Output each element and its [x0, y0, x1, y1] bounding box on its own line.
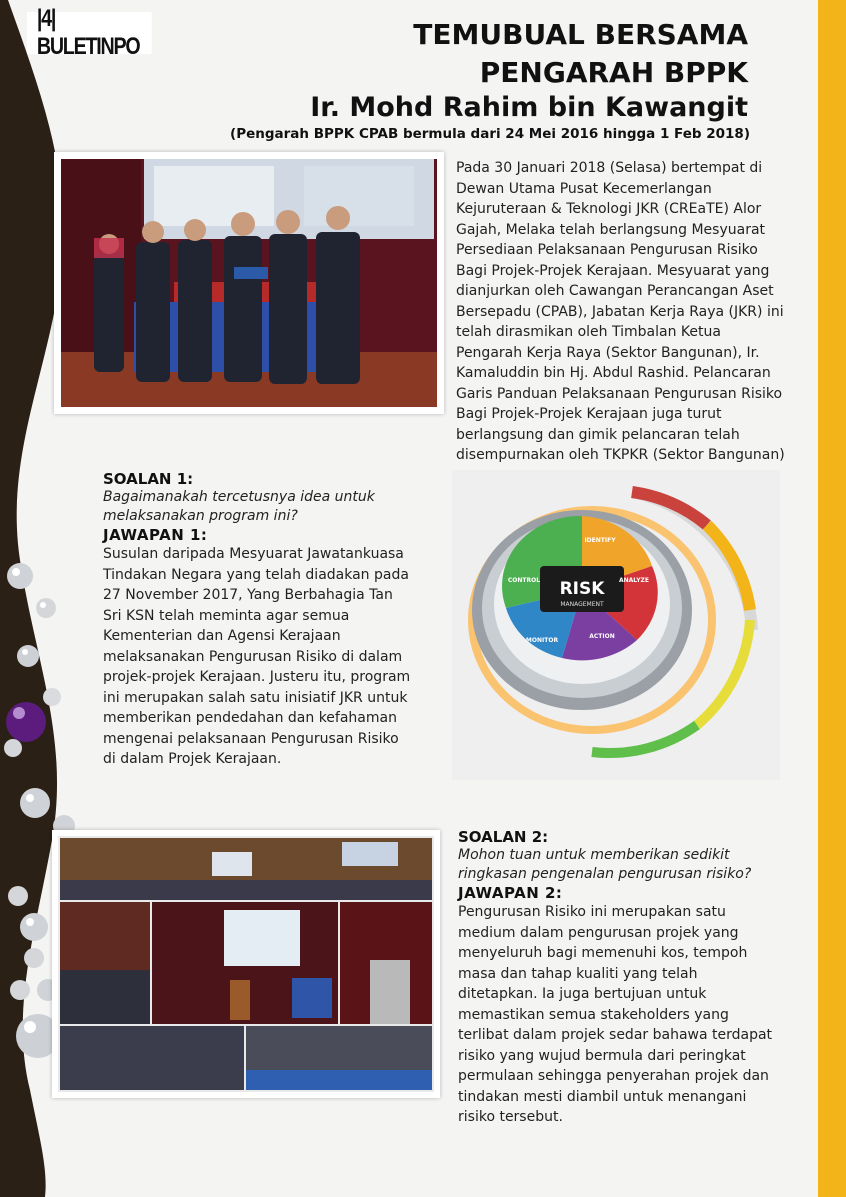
answer-2-label: JAWAPAN 2: [458, 884, 563, 902]
page-title-line1: TEMUBUAL BERSAMA [413, 18, 748, 51]
intro-paragraph: Pada 30 Januari 2018 (Selasa) bertempat di Dewan Utama Pusat Kecemerlangan Kejuruteraan & Teknologi JKR (CREaTE) Alor Gajah, Melaka telah berlangsung Mesyuarat Persediaan Pelaksanaan Pengurusan Risiko Bagi Projek-Projek Kerajaan. Mesyuarat yang dianjurkan oleh Cawangan Perancangan Aset Bersepadu (CPAB), Jabatan Kerja Raya (JKR) ini telah dirasmikan oleh Timbalan Ketua Pengarah Kerja Raya (Sektor Bangunan), Ir. Kamaluddin bin Hj. Abdul Rashid. Pelancaran Garis Panduan Pelaksanaan Pengurusan Risiko Bagi Projek-Projek Kerajaan juga turut berlangsung dan gimik pelancaran telah disempurnakan oleh TKPKR (Sektor Bangunan) [456, 160, 785, 463]
event-photo-collage [52, 830, 440, 1098]
segment-control: CONTROL [507, 577, 541, 584]
qa-section-1 [103, 470, 413, 770]
page-subtitle: (Pengarah BPPK CPAB bermula dari 24 Mei 2016 hingga 1 Feb 2018) [230, 126, 750, 142]
segment-identify: IDENTIFY [584, 537, 616, 544]
question-1-text: Bagaimanakah tercetusnya idea untuk melaksanakan program ini? [103, 489, 375, 524]
risk-management-graphic [452, 470, 780, 780]
answer-2-text: Pengurusan Risiko ini merupakan satu medium dalam pengurusan projek yang menyeluruh bagi memenuhi kos, tempoh masa dan tahap kualiti yang telah ditetapkan. Ia juga bertujuan untuk memastikan semua stakeholders yang terlibat dalam projek sedar bahawa terdapat risiko yang wujud bermula dari peringkat permulaan sehingga penyerahan projek dan tindakan mesti diambil untuk menangani risiko tersebut. [458, 904, 773, 1125]
qa-section-2 [458, 828, 778, 1128]
page-title-line2: PENGARAH BPPK [479, 56, 748, 89]
risk-center-label: RISK [559, 579, 605, 599]
question-2-text: Mohon tuan untuk memberikan sedikit ringkasan pengenalan pengurusan risiko? [458, 847, 752, 882]
segment-monitor: MONITOR [525, 637, 559, 644]
page-title-line3: Ir. Mohd Rahim bin Kawangit [310, 92, 748, 123]
bulletin-logo: |4| BULETINPO [27, 12, 152, 54]
question-2-label: SOALAN 2: [458, 828, 549, 846]
question-1-label: SOALAN 1: [103, 470, 194, 488]
risk-center-sub: MANAGEMENT [560, 601, 604, 608]
answer-1-text: Susulan daripada Mesyuarat Jawatankuasa Tindakan Negara yang telah diadakan pada 27 November 2017, Yang Berbahagia Tan Sri KSN telah meminta agar semua Kementerian dan Agensi Kerajaan melaksanakan Pengurusan Risiko di dalam projek-projek Kerajaan. Justeru itu, program ini merupakan salah satu inisiatif JKR untuk memberikan pendedahan dan kefahaman mengenai pelaksanaan Pengurusan Risiko di dalam Projek Kerajaan. [103, 546, 411, 767]
answer-1-label: JAWAPAN 1: [103, 526, 208, 544]
right-accent-band [818, 0, 846, 1197]
ceremony-photo [54, 152, 444, 414]
segment-analyze: ANALYZE [619, 577, 649, 584]
segment-action: ACTION [589, 633, 615, 640]
